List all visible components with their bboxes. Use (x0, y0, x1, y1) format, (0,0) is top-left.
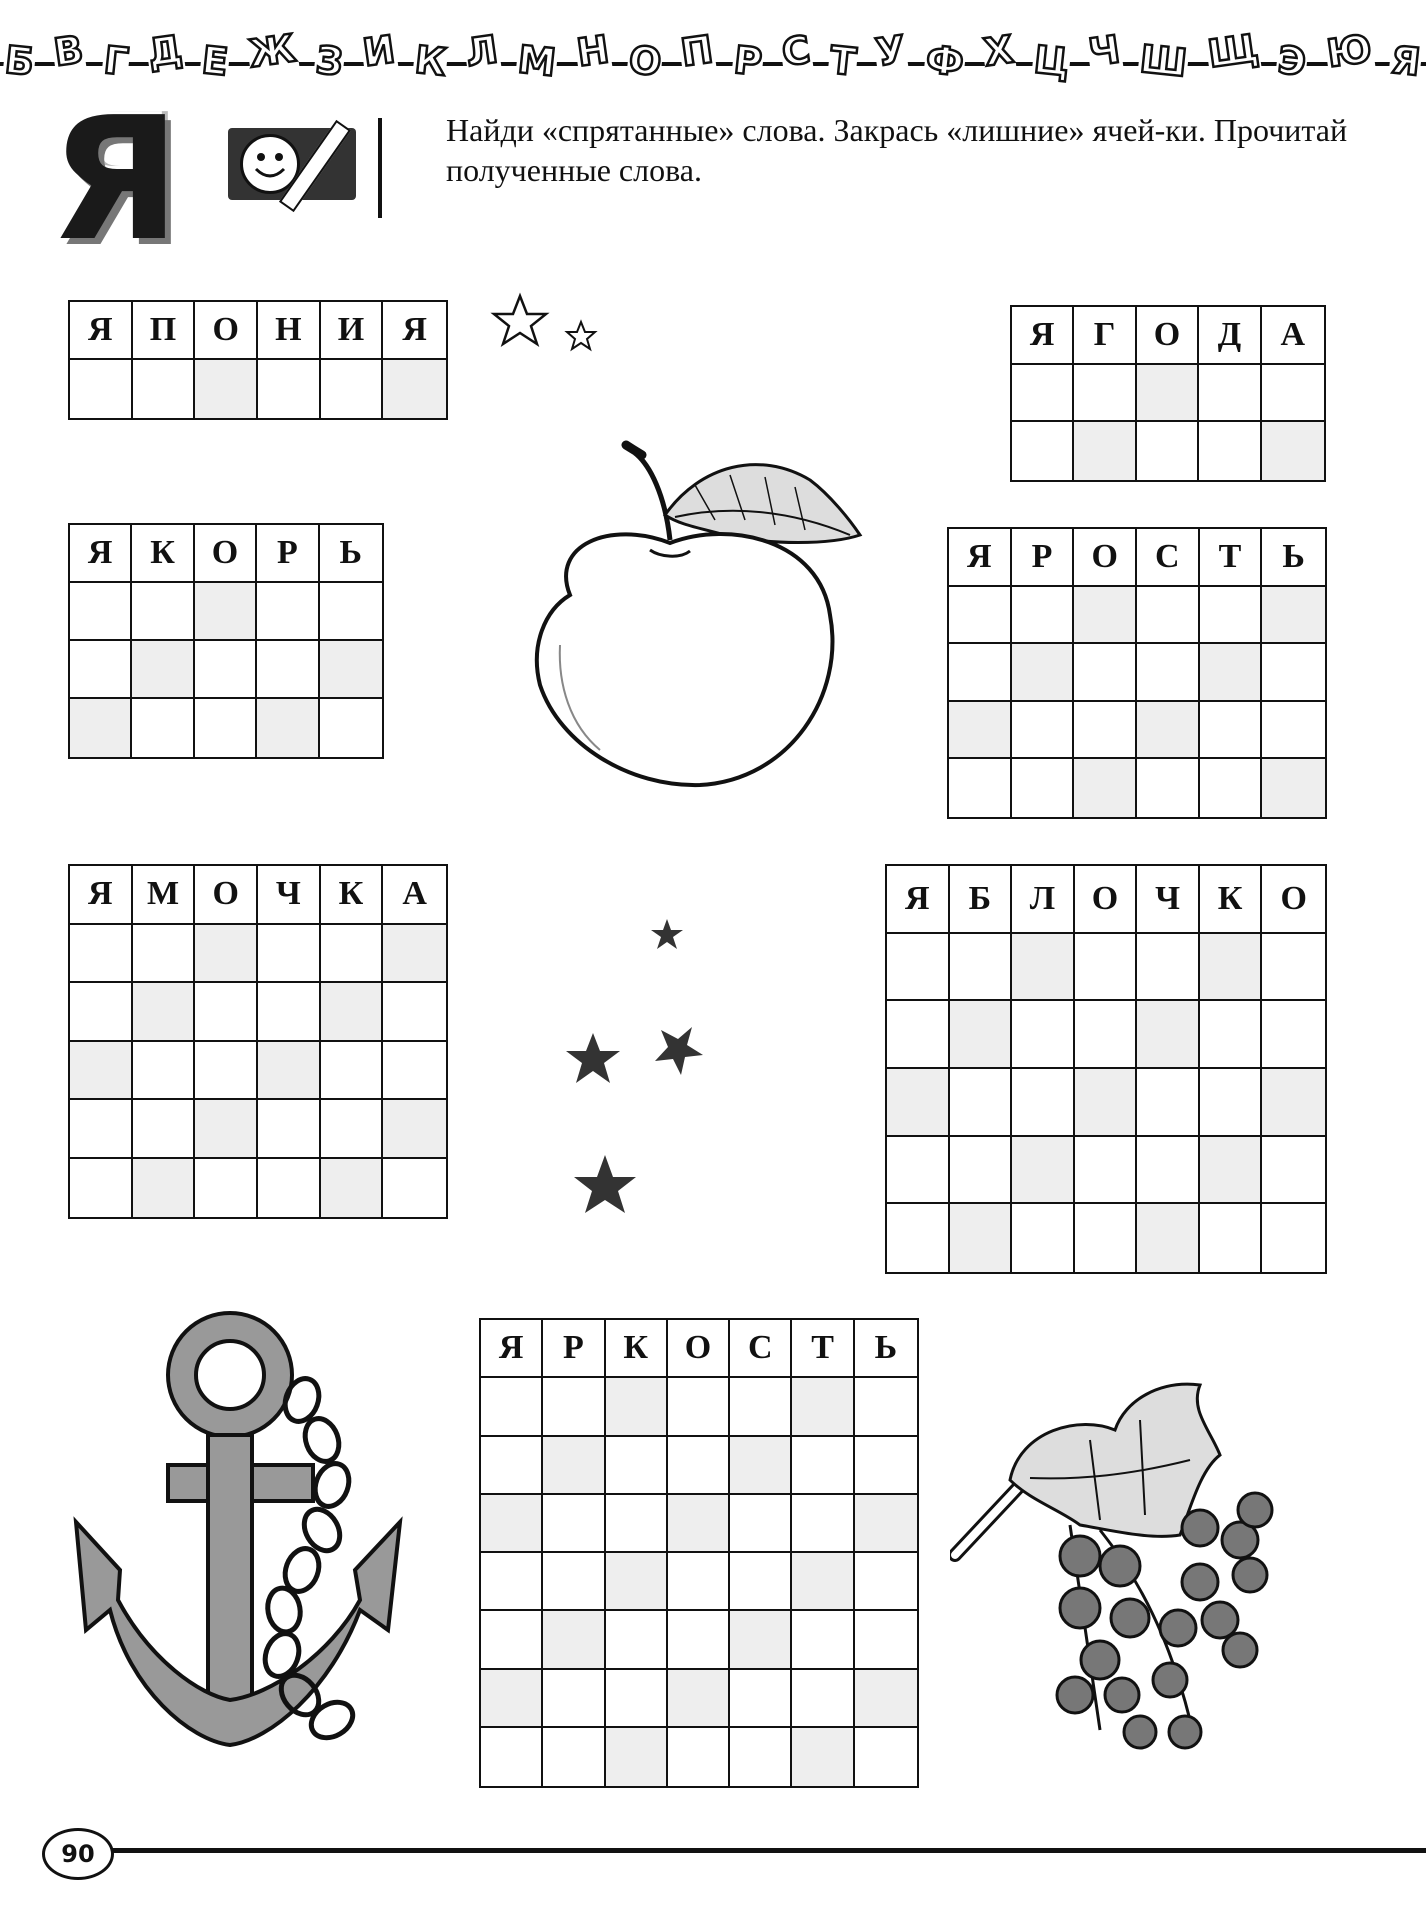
grid-header-letter: К (1200, 866, 1263, 934)
grid-cell[interactable] (1075, 1001, 1138, 1069)
alphabet-letter: В (51, 27, 87, 75)
grid-cell[interactable] (70, 983, 133, 1042)
grid-cell[interactable] (195, 925, 258, 984)
grid-cell[interactable] (195, 1100, 258, 1159)
grid-cell[interactable] (321, 360, 384, 418)
star-icon (655, 1027, 703, 1075)
grid-cell[interactable] (1200, 644, 1263, 702)
grid-header-letter: О (1137, 307, 1199, 365)
grid-cell[interactable] (320, 641, 382, 699)
grid-cell[interactable] (730, 1437, 792, 1495)
alphabet-letter: М (516, 37, 559, 85)
grid-cell[interactable] (481, 1670, 543, 1728)
grid-cell[interactable] (730, 1378, 792, 1436)
grid-header-letter: Я (949, 529, 1012, 587)
grid-cell[interactable] (543, 1553, 605, 1611)
grid-cell[interactable] (258, 1159, 321, 1218)
grid-cell[interactable] (1199, 422, 1261, 480)
grid-cell[interactable] (855, 1728, 917, 1786)
grid-cell[interactable] (855, 1611, 917, 1669)
grid-header-letter: А (1262, 307, 1324, 365)
grid-cell[interactable] (481, 1728, 543, 1786)
star-icon (651, 919, 683, 949)
grid-cell[interactable] (70, 1159, 133, 1218)
grid-cell[interactable] (320, 699, 382, 757)
alphabet-letter: Г (101, 37, 131, 85)
grid-header-letter: С (1137, 529, 1200, 587)
grid-cell[interactable] (1137, 759, 1200, 817)
grid-cell[interactable] (668, 1553, 730, 1611)
alphabet-letter: Я (1389, 37, 1423, 85)
alphabet-letter: Л (463, 27, 501, 75)
grid-cell[interactable] (887, 1137, 950, 1205)
alphabet-letter: П (678, 27, 717, 75)
filled-stars (555, 915, 705, 1235)
grid-header-letter: Я (70, 866, 133, 925)
grid-header-letter: С (730, 1320, 792, 1378)
alphabet-letter: З (313, 37, 345, 85)
star-icon (574, 1155, 636, 1213)
grid-cell[interactable] (792, 1670, 854, 1728)
grid-header-letter: Ь (320, 525, 382, 583)
grid-header-letter: А (383, 866, 446, 925)
puzzle-grid-yarost (947, 527, 1327, 819)
grid-cell[interactable] (1012, 702, 1075, 760)
grid-cell[interactable] (195, 583, 257, 641)
grid-header-letter: Я (481, 1320, 543, 1378)
grid-cell[interactable] (1012, 365, 1074, 423)
grid-cell[interactable] (1262, 1069, 1325, 1137)
grid-header-letter: Л (1012, 866, 1075, 934)
grid-cell[interactable] (855, 1495, 917, 1553)
grid-cell[interactable] (1137, 587, 1200, 645)
grid-cell[interactable] (195, 641, 257, 699)
grid-cell[interactable] (1137, 365, 1199, 423)
grid-cell[interactable] (1200, 1069, 1263, 1137)
grid-cell[interactable] (132, 583, 194, 641)
alphabet-letter: Ш (1138, 36, 1190, 86)
puzzle-grid-yakor (68, 523, 384, 759)
alphabet-letter: Ф (923, 37, 966, 85)
alphabet-letter: Щ (1204, 25, 1261, 77)
grid-header-letter: О (195, 525, 257, 583)
grid-header-letter: О (668, 1320, 730, 1378)
alphabet-letter: Б (2, 37, 37, 85)
instruction-text: Найди «спрятанные» слова. Закрась «лишние» ячей-ки. Прочитай полученные слова. (446, 112, 1348, 188)
alphabet-letter: У (873, 27, 909, 75)
grid-header-letter: И (321, 302, 384, 360)
grid-cell[interactable] (383, 1100, 446, 1159)
alphabet-letter: С (778, 27, 813, 75)
puzzle-grid-yamochka (68, 864, 448, 1219)
grid-cell[interactable] (1200, 1001, 1263, 1069)
grid-header-letter: Т (1200, 529, 1263, 587)
grid-cell[interactable] (1074, 702, 1137, 760)
grid-cell[interactable] (383, 983, 446, 1042)
grid-cell[interactable] (70, 1042, 133, 1101)
grid-header-letter: Г (1074, 307, 1136, 365)
grid-cell[interactable] (1200, 1137, 1263, 1205)
grid-cell[interactable] (1262, 365, 1324, 423)
grid-header-letter: Я (70, 302, 133, 360)
grid-cell[interactable] (950, 1069, 1013, 1137)
grid-cell[interactable] (258, 1042, 321, 1101)
grid-cell[interactable] (855, 1437, 917, 1495)
alphabet-letter: И (359, 27, 398, 75)
grid-cell[interactable] (730, 1611, 792, 1669)
grid-cell[interactable] (668, 1437, 730, 1495)
grid-cell[interactable] (257, 641, 319, 699)
grid-header-letter: К (132, 525, 194, 583)
grid-cell[interactable] (133, 925, 196, 984)
grid-header-letter: О (1074, 529, 1137, 587)
grid-cell[interactable] (1012, 644, 1075, 702)
grid-cell[interactable] (1075, 1069, 1138, 1137)
grid-cell[interactable] (950, 1137, 1013, 1205)
grid-cell[interactable] (1137, 702, 1200, 760)
grid-cell[interactable] (1262, 702, 1325, 760)
grid-cell[interactable] (258, 925, 321, 984)
grid-cell[interactable] (1200, 702, 1263, 760)
grid-header-letter: Я (383, 302, 446, 360)
grid-cell[interactable] (321, 1042, 384, 1101)
grid-cell[interactable] (792, 1728, 854, 1786)
grid-cell[interactable] (668, 1728, 730, 1786)
grid-cell[interactable] (730, 1670, 792, 1728)
grid-cell[interactable] (949, 702, 1012, 760)
grid-cell[interactable] (383, 1042, 446, 1101)
grid-cell[interactable] (1012, 1069, 1075, 1137)
grid-header-letter: Ч (1137, 866, 1200, 934)
alphabet-letter: Д (145, 26, 185, 76)
grid-cell[interactable] (1200, 1204, 1263, 1272)
grid-cell[interactable] (383, 925, 446, 984)
grid-header-letter: Ь (855, 1320, 917, 1378)
grid-cell[interactable] (1075, 934, 1138, 1002)
grid-cell[interactable] (257, 699, 319, 757)
grid-cell[interactable] (1262, 587, 1325, 645)
grid-cell[interactable] (668, 1495, 730, 1553)
alphabet-letter: Н (573, 27, 612, 75)
grid-cell[interactable] (730, 1495, 792, 1553)
alphabet-letter: Т (827, 37, 859, 85)
grid-cell[interactable] (1262, 1204, 1325, 1272)
big-letter: Я (49, 81, 181, 279)
grid-cell[interactable] (887, 1069, 950, 1137)
grid-cell[interactable] (133, 1042, 196, 1101)
grid-cell[interactable] (1199, 365, 1261, 423)
grid-cell[interactable] (320, 583, 382, 641)
grid-cell[interactable] (1262, 422, 1324, 480)
grid-cell[interactable] (792, 1378, 854, 1436)
grid-header-letter: О (195, 302, 258, 360)
grid-cell[interactable] (1074, 365, 1136, 423)
grid-cell[interactable] (792, 1495, 854, 1553)
grid-cell[interactable] (1200, 759, 1263, 817)
grid-cell[interactable] (668, 1378, 730, 1436)
grid-cell[interactable] (543, 1728, 605, 1786)
grid-header-letter: Я (70, 525, 132, 583)
grid-cell[interactable] (606, 1378, 668, 1436)
grid-cell[interactable] (543, 1670, 605, 1728)
grid-cell[interactable] (855, 1553, 917, 1611)
grid-cell[interactable] (70, 641, 132, 699)
grid-cell[interactable] (1137, 1001, 1200, 1069)
page-number: 90 (42, 1828, 114, 1880)
grid-cell[interactable] (195, 1042, 258, 1101)
grid-header-letter: Д (1199, 307, 1261, 365)
grid-cell[interactable] (1012, 1204, 1075, 1272)
alphabet-letter: Ц (1031, 37, 1072, 85)
grid-cell[interactable] (606, 1670, 668, 1728)
grid-cell[interactable] (792, 1553, 854, 1611)
grid-cell[interactable] (543, 1437, 605, 1495)
grid-cell[interactable] (133, 1159, 196, 1218)
grid-header-letter: Ч (258, 866, 321, 925)
grid-cell[interactable] (949, 587, 1012, 645)
grid-cell[interactable] (321, 1100, 384, 1159)
grid-header-letter: О (1262, 866, 1325, 934)
grid-cell[interactable] (195, 699, 257, 757)
grid-cell[interactable] (133, 360, 196, 418)
puzzle-grid-yablochko (885, 864, 1327, 1274)
grid-cell[interactable] (606, 1611, 668, 1669)
grid-cell[interactable] (70, 360, 133, 418)
grid-cell[interactable] (1262, 759, 1325, 817)
grid-cell[interactable] (1074, 422, 1136, 480)
grid-cell[interactable] (1012, 759, 1075, 817)
grid-cell[interactable] (132, 699, 194, 757)
grid-cell[interactable] (383, 1159, 446, 1218)
grid-cell[interactable] (1012, 422, 1074, 480)
grid-cell[interactable] (1262, 1137, 1325, 1205)
grid-cell[interactable] (1075, 1204, 1138, 1272)
grid-cell[interactable] (1012, 934, 1075, 1002)
currant-illustration (950, 1360, 1310, 1760)
grid-cell[interactable] (1074, 759, 1137, 817)
grid-cell[interactable] (258, 1100, 321, 1159)
grid-cell[interactable] (258, 983, 321, 1042)
grid-cell[interactable] (1074, 587, 1137, 645)
grid-cell[interactable] (481, 1611, 543, 1669)
puzzle-grid-japoniya (68, 300, 448, 420)
grid-cell[interactable] (1200, 587, 1263, 645)
anchor-illustration (70, 1300, 430, 1770)
grid-header-letter: Р (257, 525, 319, 583)
alphabet-letter: Э (1276, 37, 1309, 85)
grid-header-letter: Н (258, 302, 321, 360)
grid-cell[interactable] (887, 1001, 950, 1069)
grid-cell[interactable] (606, 1495, 668, 1553)
alphabet-letter: Ю (1323, 26, 1374, 76)
grid-cell[interactable] (1075, 1137, 1138, 1205)
grid-header-letter: Я (1012, 307, 1074, 365)
grid-cell[interactable] (668, 1670, 730, 1728)
grid-cell[interactable] (887, 934, 950, 1002)
grid-cell[interactable] (1200, 934, 1263, 1002)
alphabet-letter: К (412, 37, 449, 85)
grid-cell[interactable] (258, 360, 321, 418)
grid-header-letter: Т (792, 1320, 854, 1378)
grid-cell[interactable] (950, 1204, 1013, 1272)
grid-header-letter: О (1075, 866, 1138, 934)
alphabet-letter: Ч (1086, 27, 1123, 75)
grid-cell[interactable] (949, 759, 1012, 817)
grid-cell[interactable] (543, 1611, 605, 1669)
grid-cell[interactable] (1262, 934, 1325, 1002)
grid-cell[interactable] (70, 1100, 133, 1159)
grid-header-letter: О (195, 866, 258, 925)
grid-cell[interactable] (321, 983, 384, 1042)
grid-cell[interactable] (1262, 1001, 1325, 1069)
grid-cell[interactable] (792, 1611, 854, 1669)
grid-cell[interactable] (195, 360, 258, 418)
grid-cell[interactable] (195, 983, 258, 1042)
alphabet-letter: Е (200, 37, 231, 85)
grid-cell[interactable] (1074, 644, 1137, 702)
alphabet-letter: Ж (245, 25, 299, 77)
grid-header-letter: Я (887, 866, 950, 934)
grid-cell[interactable] (1137, 644, 1200, 702)
draw-task-icon (228, 128, 356, 200)
grid-cell[interactable] (132, 641, 194, 699)
grid-cell[interactable] (195, 1159, 258, 1218)
grid-cell[interactable] (950, 934, 1013, 1002)
puzzle-grid-yarkost (479, 1318, 919, 1788)
grid-cell[interactable] (1012, 1001, 1075, 1069)
grid-cell[interactable] (1137, 1137, 1200, 1205)
grid-cell[interactable] (481, 1553, 543, 1611)
bottom-rule (100, 1848, 1426, 1853)
grid-cell[interactable] (1012, 587, 1075, 645)
grid-cell[interactable] (1012, 1137, 1075, 1205)
outline-stars (488, 292, 598, 362)
grid-cell[interactable] (70, 925, 133, 984)
grid-cell[interactable] (257, 583, 319, 641)
star-icon (494, 296, 546, 344)
grid-cell[interactable] (792, 1437, 854, 1495)
grid-cell[interactable] (543, 1378, 605, 1436)
grid-cell[interactable] (70, 583, 132, 641)
divider (378, 118, 382, 218)
grid-cell[interactable] (668, 1611, 730, 1669)
grid-cell[interactable] (70, 699, 132, 757)
puzzle-grid-yagoda (1010, 305, 1326, 482)
alphabet-letter: Х (980, 27, 1017, 75)
grid-header-letter: Р (543, 1320, 605, 1378)
grid-header-letter: К (606, 1320, 668, 1378)
alphabet-letter: О (626, 37, 664, 85)
grid-cell[interactable] (606, 1728, 668, 1786)
grid-cell[interactable] (1137, 934, 1200, 1002)
grid-cell[interactable] (1262, 644, 1325, 702)
grid-cell[interactable] (887, 1204, 950, 1272)
grid-cell[interactable] (481, 1378, 543, 1436)
grid-header-letter: М (133, 866, 196, 925)
grid-cell[interactable] (606, 1437, 668, 1495)
grid-cell[interactable] (855, 1378, 917, 1436)
grid-header-letter: П (133, 302, 196, 360)
grid-cell[interactable] (606, 1553, 668, 1611)
alphabet-letter: Р (731, 37, 764, 85)
grid-cell[interactable] (321, 1159, 384, 1218)
grid-header-letter: Р (1012, 529, 1075, 587)
grid-header-letter: Ь (1262, 529, 1325, 587)
grid-cell[interactable] (543, 1495, 605, 1553)
grid-cell[interactable] (1137, 1204, 1200, 1272)
grid-cell[interactable] (1137, 1069, 1200, 1137)
grid-cell[interactable] (133, 983, 196, 1042)
grid-header-letter: К (321, 866, 384, 925)
apple-illustration (530, 425, 865, 795)
alphabet-strip (0, 22, 1426, 92)
grid-cell[interactable] (481, 1495, 543, 1553)
grid-cell[interactable] (730, 1728, 792, 1786)
grid-header-letter: Б (950, 866, 1013, 934)
grid-cell[interactable] (855, 1670, 917, 1728)
star-icon (566, 1033, 620, 1083)
star-icon (567, 322, 595, 349)
grid-cell[interactable] (133, 1100, 196, 1159)
grid-cell[interactable] (730, 1553, 792, 1611)
grid-cell[interactable] (481, 1437, 543, 1495)
grid-cell[interactable] (321, 925, 384, 984)
grid-cell[interactable] (1137, 422, 1199, 480)
grid-cell[interactable] (949, 644, 1012, 702)
grid-cell[interactable] (950, 1001, 1013, 1069)
grid-cell[interactable] (383, 360, 446, 418)
